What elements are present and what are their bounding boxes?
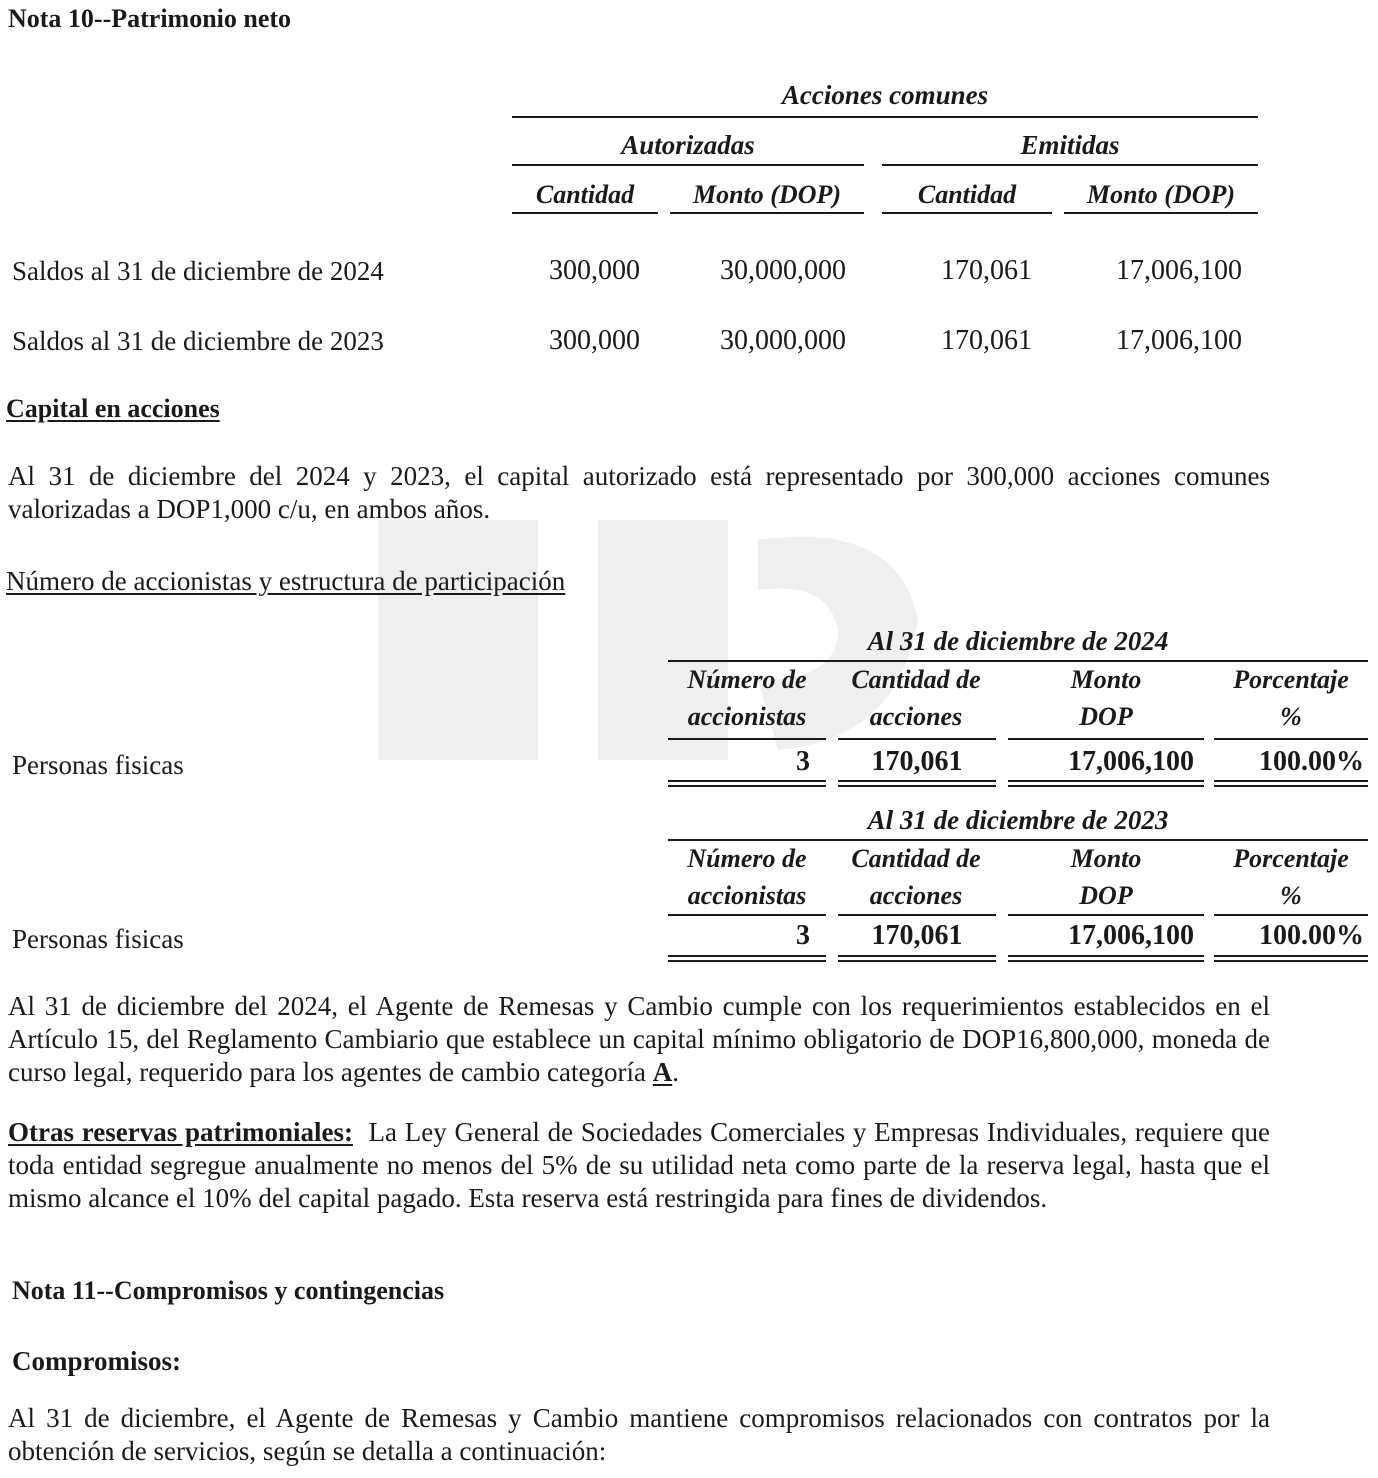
table3-total-rule <box>668 955 826 962</box>
table2-date-header: Al 31 de diciembre de 2024 <box>867 626 1169 656</box>
table2-h-num-1: Número de <box>687 665 807 694</box>
reserves-text: La Ley General de Sociedades Comerciales y Empresas Individuales, requiere que toda entidad segregue anualmente no menos del 5% de su utilidad neta como parte de la reserva legal, hasta que el mismo alcance el 10% del capital pagado. Esta reserva está restringida para fines de dividendos. <box>8 1117 1271 1213</box>
table2-cell-pct: 100.00% <box>1259 746 1364 777</box>
table2-h-amt-1: Monto <box>1070 665 1142 694</box>
table3-h-qty-2: acciones <box>869 881 963 910</box>
table1-cell-auth-amt: 30,000,000 <box>720 325 846 356</box>
table2-total-rule <box>1008 780 1204 787</box>
table3-h-qty-1: Cantidad de <box>851 844 981 873</box>
table1-sub-issued: Emitidas <box>1020 130 1120 160</box>
table3-col-rule <box>1008 914 1204 916</box>
table3-col-rule <box>668 914 826 916</box>
table3-col-rule <box>1214 914 1368 916</box>
reserves-paragraph <box>8 1116 1270 1215</box>
table2-h-pct-2: % <box>1280 702 1302 731</box>
table3-h-pct-2: % <box>1280 881 1302 910</box>
table1-col-rule <box>1064 212 1258 214</box>
table3-cell-qty: 170,061 <box>871 920 963 951</box>
commitments-paragraph: Al 31 de diciembre, el Agente de Remesas y Cambio mantiene compromisos relacionados con contratos por la obtención de servicios, según se detalla a continuación: <box>8 1403 1270 1466</box>
table1-sub-authorized: Autorizadas <box>621 130 755 160</box>
table2-cell-num: 3 <box>796 746 810 777</box>
table1-cell-iss-amt: 17,006,100 <box>1116 255 1242 286</box>
table1-cell-auth-qty: 300,000 <box>549 325 640 356</box>
table1-authorized-rule <box>512 164 864 166</box>
capital-paragraph: Al 31 de diciembre del 2024 y 2023, el capital autorizado está representado por 300,000 acciones comunes valorizadas a DOP1,000 c/u, en ambos años. <box>8 461 1270 524</box>
table1-col-rule <box>882 212 1052 214</box>
table1-cell-iss-amt: 17,006,100 <box>1116 325 1242 356</box>
table2-col-rule <box>1008 738 1204 740</box>
note-10-title: Nota 10--Patrimonio neto <box>8 4 292 33</box>
table2-total-rule <box>668 780 826 787</box>
table1-col-amt-a: Monto (DOP) <box>692 180 842 209</box>
table2-col-rule <box>838 738 996 740</box>
table3-cell-amt: 17,006,100 <box>1068 920 1194 951</box>
table3-h-num-2: accionistas <box>687 881 807 910</box>
table3-h-num-1: Número de <box>687 844 807 873</box>
table3-total-rule <box>838 955 996 962</box>
table2-row-label: Personas fisicas <box>12 750 184 780</box>
requirement-text: Al 31 de diciembre del 2024, el Agente de Remesas y Cambio cumple con los requerimientos establecidos en el Artículo 15, del Reglamento Cambiario que establece un capital mínimo obligatorio de DOP16,800,000, moneda de curso legal, requerido para los agentes de cambio categoría <box>8 991 1270 1087</box>
table2-col-rule <box>1214 738 1368 740</box>
table3-cell-pct: 100.00% <box>1259 920 1364 951</box>
reserves-label: Otras reservas patrimoniales: <box>8 1117 353 1147</box>
table1-row-label: Saldos al 31 de diciembre de 2024 <box>12 256 384 286</box>
table1-cell-iss-qty: 170,061 <box>941 255 1032 286</box>
table3-h-amt-2: DOP <box>1079 881 1133 910</box>
table3-cell-num: 3 <box>796 920 810 951</box>
table1-col-rule <box>512 212 658 214</box>
table1-col-qty-e: Cantidad <box>917 180 1017 209</box>
table2-h-pct-1: Porcentaje <box>1233 665 1349 694</box>
capital-heading: Capital en acciones <box>6 394 220 423</box>
table2-col-rule <box>668 738 826 740</box>
requirement-category: A <box>652 1057 673 1087</box>
table2-h-qty-2: acciones <box>869 702 963 731</box>
table1-col-qty-a: Cantidad <box>535 180 635 209</box>
table1-cell-iss-qty: 170,061 <box>941 325 1032 356</box>
table3-total-rule <box>1214 955 1368 962</box>
table2-total-rule <box>838 780 996 787</box>
table2-h-amt-2: DOP <box>1079 702 1133 731</box>
table2-h-qty-1: Cantidad de <box>851 665 981 694</box>
table1-col-rule <box>670 212 864 214</box>
requirement-end: . <box>672 1057 679 1087</box>
table3-date-header: Al 31 de diciembre de 2023 <box>867 805 1169 835</box>
table2-cell-amt: 17,006,100 <box>1068 746 1194 777</box>
table2-cell-qty: 170,061 <box>871 746 963 777</box>
table1-col-amt-e: Monto (DOP) <box>1086 180 1236 209</box>
table1-group-header: Acciones comunes <box>781 80 989 110</box>
commitments-heading: Compromisos: <box>12 1346 182 1376</box>
table1-group-rule <box>512 116 1258 118</box>
table3-row-label: Personas fisicas <box>12 924 184 954</box>
table3-h-amt-1: Monto <box>1070 844 1142 873</box>
table2-total-rule <box>1214 780 1368 787</box>
table1-issued-rule <box>882 164 1258 166</box>
table3-h-pct-1: Porcentaje <box>1233 844 1349 873</box>
table1-cell-auth-amt: 30,000,000 <box>720 255 846 286</box>
table2-h-num-2: accionistas <box>687 702 807 731</box>
requirement-paragraph <box>8 990 1270 1089</box>
table3-col-rule <box>838 914 996 916</box>
note-11-title: Nota 11--Compromisos y contingencias <box>12 1276 445 1305</box>
table1-row-label: Saldos al 31 de diciembre de 2023 <box>12 326 384 356</box>
table3-total-rule <box>1008 955 1204 962</box>
table1-cell-auth-qty: 300,000 <box>549 255 640 286</box>
shareholders-heading: Número de accionistas y estructura de participación <box>6 566 566 596</box>
